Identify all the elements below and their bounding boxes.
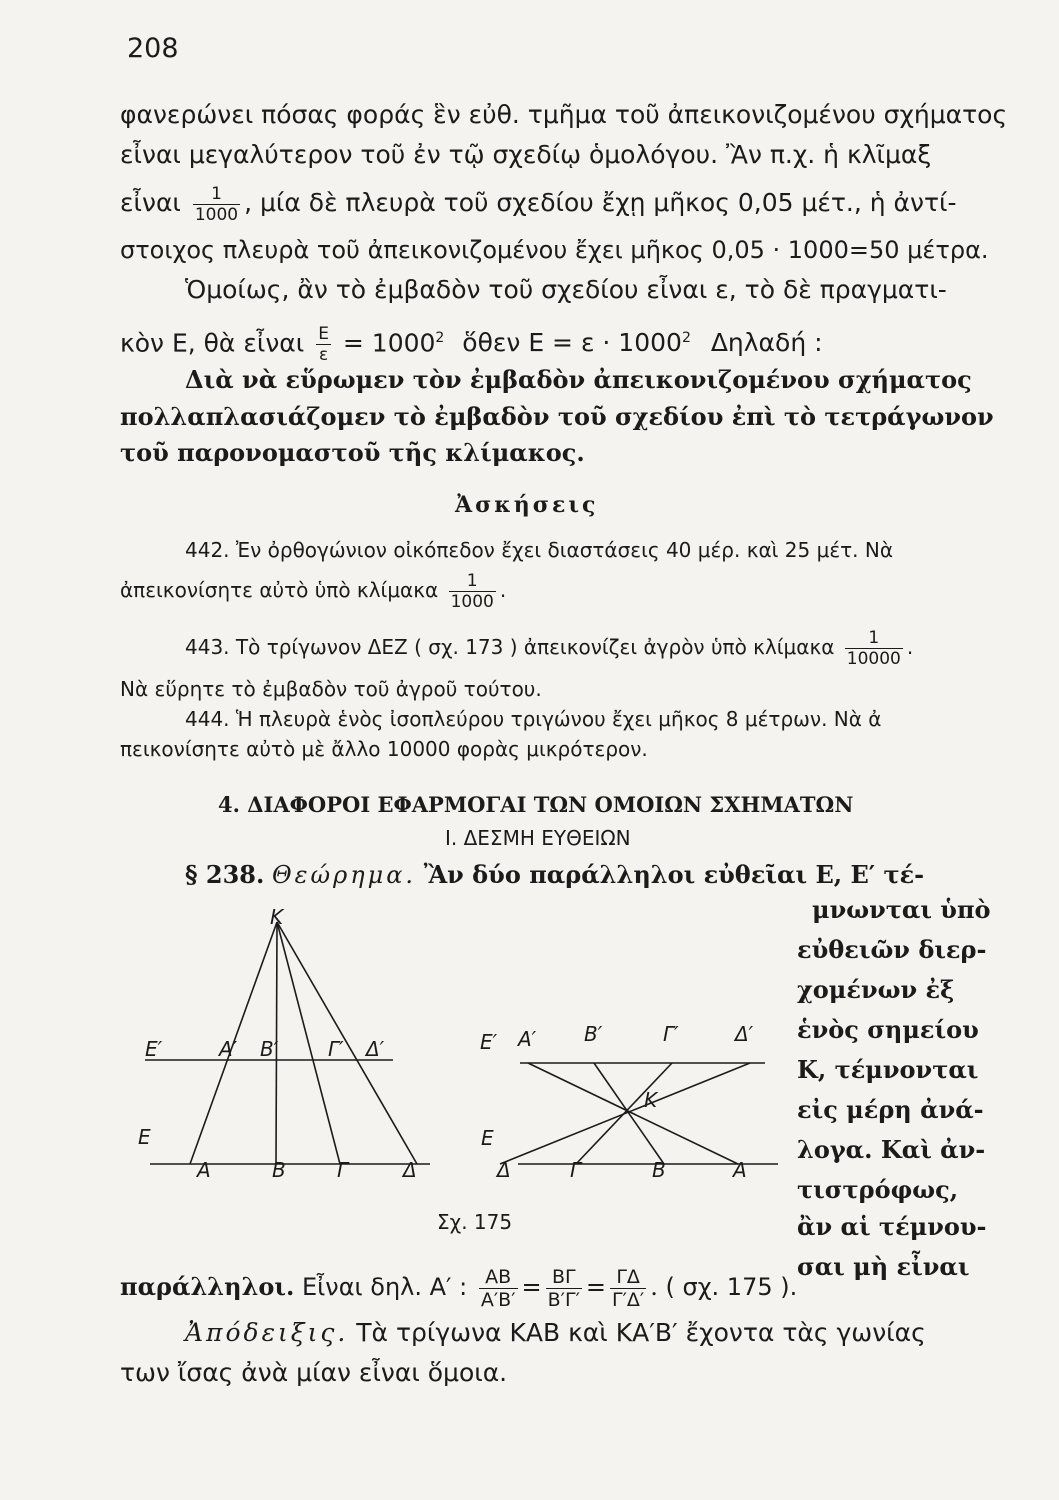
exercise-442-text: ἀπεικονίσητε αὐτὸ ὑπὸ κλίμακα: [120, 578, 439, 602]
fraction-numerator: 1: [211, 183, 222, 204]
theorem-right-7: λογα. Καὶ ἀν-: [797, 1135, 986, 1164]
fraction-numerator: Ε: [318, 323, 329, 344]
para1-line1: φανερώνει πόσας φοράς ἓν εὐθ. τμῆμα τοῦ ἀπεικονιζομένου σχήματος: [120, 100, 1008, 129]
fraction-denominator: Α′Β′: [480, 1289, 516, 1311]
label-D1-left: Δ′: [366, 1037, 385, 1061]
para1-line6-post: Δηλαδή :: [710, 328, 823, 358]
scale-fraction: [193, 184, 240, 225]
exercise-442-line1: 442. Ἐν ὀρθογώνιον οἰκόπεδον ἔχει διαστάσεις 40 μέρ. καὶ 25 μέτ. Νὰ: [185, 538, 894, 562]
figure-caption: Σχ. 175: [437, 1210, 513, 1234]
theorem-right-8: τιστρόφως,: [797, 1175, 959, 1204]
theorem-last-line: παράλληλοι. Εἶναι δηλ. Α′ : $\frac{AB}{A'B'}$ = $\frac{B\Gamma}{B'\Gamma'}$ = $\frac{\Gamma\Delta}{\Gamma'\Delta'}$ . ( σχ. 175 ).: [120, 1266, 798, 1311]
label-G-left: Γ: [337, 1158, 349, 1182]
label-D-left: Δ: [403, 1158, 417, 1182]
para1-line6-mid: = 1000: [342, 328, 436, 358]
proof-line1: [185, 1318, 926, 1348]
ray-KD: [277, 922, 417, 1164]
para1-line5: Ὁμοίως, ἂν τὸ ἐμβαδὸν τοῦ σχεδίου εἶναι ε, τὸ δὲ πραγματι-: [185, 275, 947, 304]
fraction-denominator: 1000: [194, 204, 239, 225]
theorem-right-5: Κ, τέμνονται: [797, 1055, 979, 1084]
ratio-BG: [546, 1266, 582, 1311]
rule-line2: πολλαπλασιάζομεν τὸ ἐμβαδὸν τοῦ σχεδίου ἐπὶ τὸ τετράγωνον: [120, 402, 994, 431]
theorem-line1: [185, 860, 924, 890]
fraction-numerator: 1: [868, 628, 880, 648]
exercises-heading: Ἀσκήσεις: [455, 492, 599, 518]
theorem-right-10: σαι μὴ εἶναι: [797, 1252, 970, 1281]
section-subtitle: Ι. ΔΕΣΜΗ ΕΥΘΕΙΩΝ: [445, 826, 631, 850]
exercise-443-line1: 443. Τὸ τρίγωνον ΔΕΖ ( σχ. 173 ) ἀπεικονίζει ἀγρὸν ὑπὸ κλίμακα $\frac{1}{10000}$ .: [185, 628, 914, 669]
exercise-443-text: 443. Τὸ τρίγωνον ΔΕΖ ( σχ. 173 ) ἀπεικονίζει ἀγρὸν ὑπὸ κλίμακα: [185, 635, 835, 659]
fraction-numerator: ΑΒ: [485, 1266, 512, 1288]
theorem-word: Θεώρημα.: [272, 861, 417, 889]
fraction-numerator: ΒΓ: [551, 1266, 576, 1288]
ratio-AB: [479, 1266, 518, 1311]
label-A-right: Α: [733, 1158, 747, 1182]
theorem-last-post: ( σχ. 175 ).: [665, 1273, 798, 1301]
fraction-denominator: Γ′Δ′: [612, 1289, 645, 1311]
rule-line1: Διὰ νὰ εὕρωμεν τὸν ἐμβαδὸν ἀπεικονιζομένου σχήματος: [185, 365, 972, 394]
para1-line6: [120, 315, 823, 366]
ratio-GD: [610, 1266, 646, 1311]
theorem-right-9: ἂν αἱ τέμνου-: [797, 1212, 987, 1241]
label-G1-left: Γ′: [328, 1037, 344, 1061]
theorem-right-1: μνωνται ὑπὸ: [812, 895, 991, 924]
ray-BB-right: [594, 1063, 664, 1164]
exercise-444-line2: πεικονίσητε αὐτὸ μὲ ἄλλο 10000 φορὰς μικρότερον.: [120, 737, 648, 761]
exercise-442-line2: ἀπεικονίσητε αὐτὸ ὑπὸ κλίμακα $\frac{1}{1000}$ .: [120, 571, 507, 612]
proof-word: Ἀπόδειξις.: [185, 1318, 349, 1347]
fraction-numerator: 1: [466, 571, 478, 591]
label-B1-left: Β′: [260, 1037, 279, 1061]
para1-line3-post: , μία δὲ πλευρὰ τοῦ σχεδίου ἔχῃ μῆκος 0,05 μέτ., ἡ ἀντί-: [244, 188, 957, 217]
para1-line6-pre: κὸν Ε, θὰ εἶναι: [120, 328, 305, 358]
equals-sign: =: [585, 1273, 606, 1301]
label-B1-right: Β′: [584, 1022, 603, 1046]
label-A1-left: Α′: [219, 1037, 238, 1061]
fraction-denominator: 1000: [450, 592, 494, 612]
proof-line2: των ἴσας ἀνὰ μίαν εἶναι ὅμοια.: [120, 1358, 508, 1387]
exercise-443-line2: Νὰ εὕρητε τὸ ἐμβαδὸν τοῦ ἀγροῦ τούτου.: [120, 677, 542, 701]
fraction-denominator: Β′Γ′: [547, 1289, 580, 1311]
label-K-left: Κ: [270, 905, 284, 929]
exercise-444-line1: 444. Ἡ πλευρὰ ἑνὸς ἰσοπλεύρου τριγώνου ἔχει μῆκος 8 μέτρων. Νὰ ἀ: [185, 707, 882, 731]
theorem-number: § 238.: [185, 860, 265, 889]
theorem-last-pre: παράλληλοι.: [120, 1272, 295, 1301]
ray-AA-right: [528, 1063, 738, 1164]
label-G1-right: Γ′: [663, 1022, 679, 1046]
exponent: 2: [435, 330, 445, 346]
proof-text: Τὰ τρίγωνα ΚΑΒ καὶ ΚΑ′Β′ ἔχοντα τὰς γωνίας: [356, 1318, 926, 1347]
rule-line3: τοῦ παρονομαστοῦ τῆς κλίμακος.: [120, 438, 585, 467]
label-B-left: Β: [272, 1158, 286, 1182]
theorem-right-3: χομένων ἐξ: [797, 975, 955, 1004]
fraction-denominator: 10000: [846, 649, 901, 669]
exercise-442-fraction: [449, 571, 496, 612]
area-ratio-fraction: [316, 324, 331, 365]
label-B-right: Β: [652, 1158, 666, 1182]
ray-DD-right: [500, 1063, 750, 1164]
label-A-left: Α: [197, 1158, 211, 1182]
exercise-443-fraction: [845, 628, 903, 669]
theorem-last-mid: Εἶναι δηλ. Α′ :: [302, 1273, 468, 1301]
figure-175: [0, 900, 800, 1240]
label-E1-left: Ε′: [145, 1037, 163, 1061]
label-D1-right: Δ′: [735, 1022, 754, 1046]
right-pencil-of-lines: [500, 1063, 778, 1164]
fraction-numerator: ΓΔ: [616, 1266, 640, 1288]
label-G-right: Γ: [570, 1158, 582, 1182]
fraction-denominator: ε: [316, 344, 331, 365]
label-D-right: Δ: [497, 1158, 511, 1182]
label-E-right: Ε: [481, 1126, 494, 1150]
theorem-right-2: εὐθειῶν διερ-: [797, 935, 987, 964]
para1-line2: εἶναι μεγαλύτερον τοῦ ἐν τῷ σχεδίῳ ὁμολόγου. Ἂν π.χ. ἡ κλῖμαξ: [120, 140, 932, 169]
label-E1-right: Ε′: [480, 1030, 498, 1054]
para1-line6-mid2: ὅθεν Ε = ε · 1000: [462, 328, 682, 358]
theorem-right-6: εἰς μέρη ἀνά-: [797, 1095, 984, 1124]
para1-line3-pre: εἶναι: [120, 188, 181, 217]
label-K-right: Κ: [644, 1088, 658, 1112]
page-number: 208: [127, 33, 179, 64]
para1-line4: στοιχος πλευρὰ τοῦ ἀπεικονιζομένου ἔχει μῆκος 0,05 · 1000=50 μέτρα.: [120, 236, 989, 264]
exponent: 2: [681, 330, 691, 346]
theorem-right-4: ἑνὸς σημείου: [797, 1015, 979, 1044]
section-title: 4. ΔΙΑΦΟΡΟΙ ΕΦΑΡΜΟΓΑΙ ΤΩΝ ΟΜΟΙΩΝ ΣΧΗΜΑΤΩΝ: [218, 792, 854, 817]
label-A1-right: Α′: [518, 1027, 537, 1051]
label-E-left: Ε: [138, 1125, 151, 1149]
para1-line3: [120, 180, 957, 226]
left-pencil-of-lines: [145, 922, 430, 1164]
equals-sign: =: [521, 1273, 542, 1301]
theorem-text: Ἂν δύο παράλληλοι εὐθεῖαι Ε, Ε′ τέ-: [423, 860, 925, 889]
